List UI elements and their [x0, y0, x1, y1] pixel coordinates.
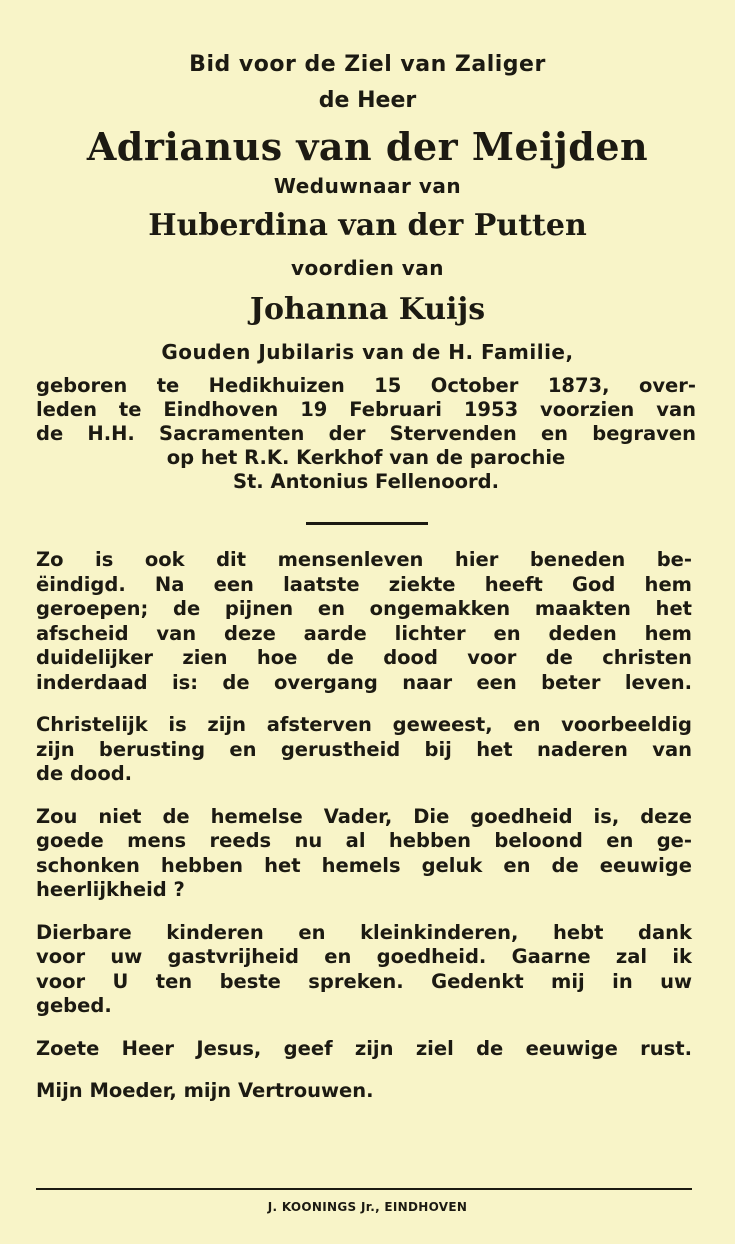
title-line: de Heer: [318, 88, 417, 113]
text-line: gebed.: [36, 994, 112, 1017]
text-line: zijn berusting en gerustheid bij het naderen van: [36, 737, 692, 761]
text-line: ëindigd. Na een laatste ziekte heeft God hem: [36, 572, 692, 596]
text-line: Christelijk is zijn afsterven geweest, en voorbeeldig: [36, 713, 692, 736]
text-line: heerlijkheid ?: [36, 878, 185, 901]
honor-line: Gouden Jubilaris van de H. Familie,: [161, 340, 574, 364]
text-line: Zou niet de hemelse Vader, Die goedheid is, deze: [36, 804, 692, 828]
paragraph: [36, 548, 692, 695]
paragraph: [36, 1079, 692, 1104]
text-line: duidelijker zien hoe de dood voor de christen: [36, 646, 692, 669]
paragraph: [36, 921, 692, 1019]
text-line: voor U ten beste spreken. Gedenkt mij in uw: [36, 969, 692, 993]
text-line: Zo is ook dit mensenleven hier beneden be-: [36, 548, 692, 571]
bio-line: op het R.K. Kerkhof van de parochie: [166, 446, 566, 469]
memorial-text: [36, 548, 692, 1122]
invocation-line: Bid voor de Ziel van Zaliger: [189, 52, 546, 77]
spouse-name-2: Johanna Kuijs: [249, 292, 486, 327]
paragraph: [36, 713, 692, 787]
text-line: Dierbare kinderen en kleinkinderen, hebt dank: [36, 920, 692, 944]
divider: [306, 522, 428, 525]
text-line: afscheid van deze aarde lichter en deden hem: [36, 621, 692, 645]
bio-line: geboren te Hedikhuizen 15 October 1873, over-: [36, 374, 696, 397]
text-line: voor uw gastvrijheid en goedheid. Gaarne zal ik: [36, 945, 692, 968]
bio-line: de H.H. Sacramenten der Stervenden en begraven: [36, 422, 696, 445]
bio-line: leden te Eindhoven 19 Februari 1953 voorzien van: [36, 398, 696, 421]
text-line: Mijn Moeder, mijn Vertrouwen.: [36, 1079, 374, 1102]
paragraph: [36, 805, 692, 903]
text-line: inderdaad is: de overgang naar een beter leven.: [36, 670, 692, 694]
footer-divider: [36, 1188, 692, 1190]
previously-label: voordien van: [290, 256, 445, 280]
text-line: de dood.: [36, 762, 133, 785]
text-line: geroepen; de pijnen en ongemakken maakten het: [36, 597, 692, 620]
paragraph: [36, 1037, 692, 1062]
spouse-name-1: Huberdina van der Putten: [148, 208, 587, 243]
deceased-name: Adrianus van der Meijden: [86, 124, 649, 169]
text-line: schonken hebben het hemels geluk en de eeuwige: [36, 853, 692, 877]
printer-credit: J. KOONINGS Jr., EINDHOVEN: [267, 1200, 468, 1214]
biography: [36, 374, 696, 494]
widower-label: Weduwnaar van: [273, 174, 462, 198]
bio-line: St. Antonius Fellenoord.: [232, 470, 500, 493]
text-line: Zoete Heer Jesus, geef zijn ziel de eeuwige rust.: [36, 1036, 692, 1060]
text-line: goede mens reeds nu al hebben beloond en ge-: [36, 829, 692, 852]
